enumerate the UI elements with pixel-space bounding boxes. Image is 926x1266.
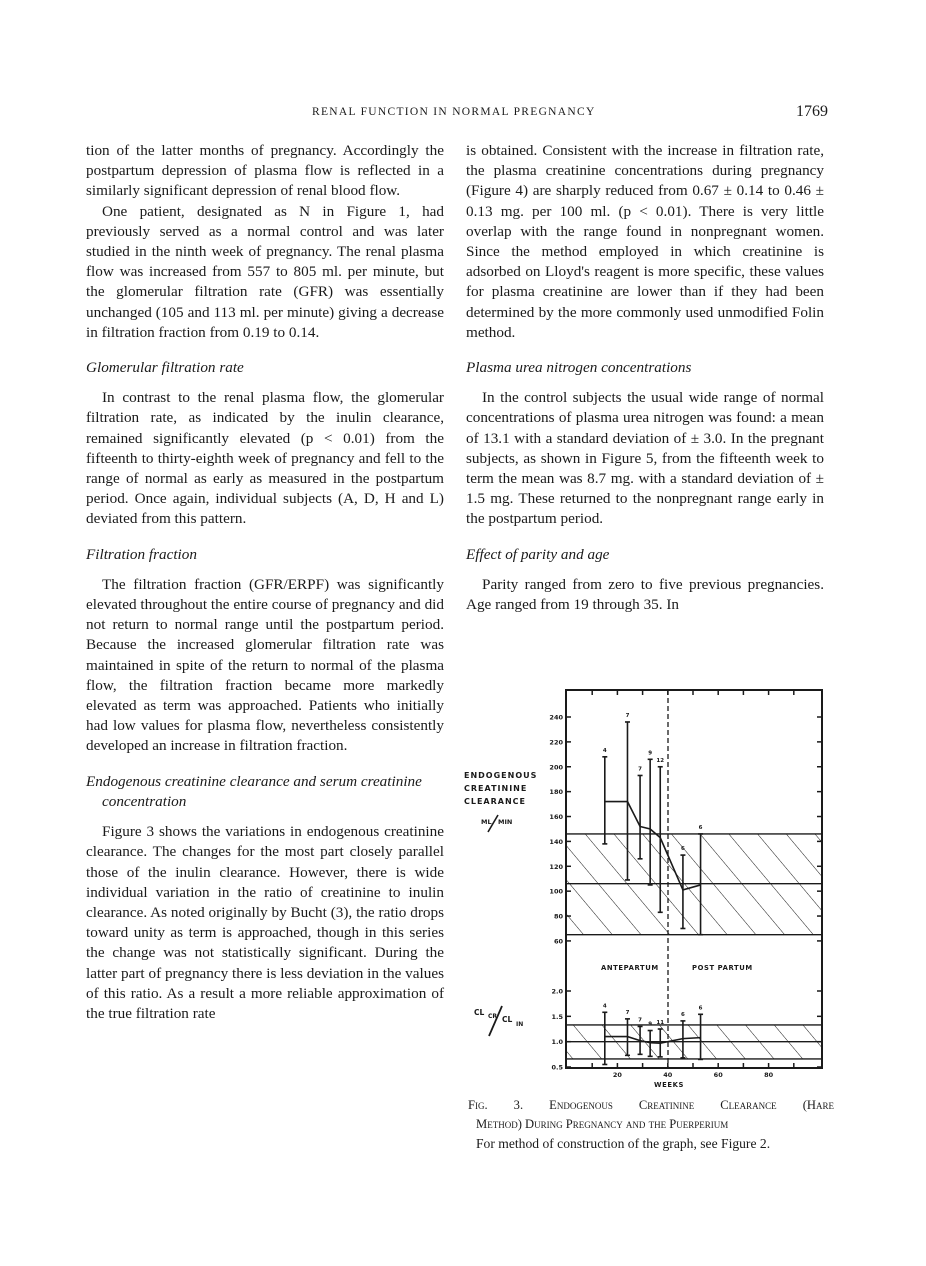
- caption-line2: Method) During Pregnancy and the Puerperium: [476, 1117, 729, 1131]
- svg-text:240: 240: [549, 713, 563, 722]
- lower-ylabel-num: CL: [474, 1008, 485, 1017]
- upper-yunit: ML: [481, 818, 492, 826]
- left-column: [86, 141, 444, 1024]
- svg-text:9: 9: [648, 1021, 653, 1028]
- lower-ylabel-num-sub: CR: [488, 1013, 498, 1020]
- paragraph: tion of the latter months of pregnancy. Accordingly the postpartum depression of plasma flow is reflected in a similarly significant depression of renal blood flow.: [86, 142, 444, 200]
- svg-text:40: 40: [663, 1071, 673, 1079]
- svg-text:200: 200: [549, 763, 563, 772]
- svg-text:100: 100: [549, 887, 563, 896]
- antepartum-label: ANTEPARTUM: [601, 964, 659, 972]
- caption-line1: Fig. 3. Endogenous Creatinine Clearance (Hare: [468, 1098, 834, 1112]
- svg-text:12: 12: [656, 757, 665, 764]
- svg-text:60: 60: [553, 937, 563, 946]
- running-head-title: RENAL FUNCTION IN NORMAL PREGNANCY: [312, 106, 596, 118]
- section-heading-gfr: Glomerular filtration rate: [86, 359, 244, 377]
- svg-text:4: 4: [602, 1003, 607, 1010]
- paragraph: One patient, designated as N in Figure 1, had previously served as a normal control and was later studied in the ninth week of pregnancy. The renal plasma flow was increased from 557 to 805 ml. per minute, but the glomerular filtration rate (GFR) was essentially unchanged (105 and 113 ml. per minute) giving a decrease in filtration fraction from 0.19 to 0.14.: [86, 202, 444, 341]
- svg-text:2.0: 2.0: [551, 987, 563, 996]
- svg-text:7: 7: [638, 1017, 642, 1024]
- postpartum-label: POST PARTUM: [692, 964, 753, 972]
- svg-text:20: 20: [612, 1071, 622, 1079]
- svg-text:4: 4: [602, 747, 607, 754]
- svg-text:6: 6: [698, 1005, 703, 1012]
- svg-text:220: 220: [549, 738, 563, 747]
- svg-text:140: 140: [549, 837, 563, 846]
- paragraph: In the control subjects the usual wide range of normal concentrations of plasma urea nitrogen was found: a mean of 13.1 with a standard deviation of ± 3.0. In the pregnant subjects, as shown in Figure 5, from the fifteenth week to term the mean was 8.7 mg. with a standard deviation of ± 1.5 mg. These returned to the nonpregnant range early in the postpartum period.: [466, 389, 824, 528]
- svg-text:0.5: 0.5: [551, 1063, 563, 1072]
- upper-ylabel-line3: CLEARANCE: [464, 797, 527, 806]
- svg-text:80: 80: [764, 1071, 774, 1079]
- svg-text:60: 60: [713, 1071, 723, 1079]
- svg-text:180: 180: [549, 788, 563, 797]
- svg-text:6: 6: [698, 824, 703, 831]
- paragraph: In contrast to the renal plasma flow, the glomerular filtration rate, as indicated by the inulin clearance, remained significantly elevated (p < 0.01) from the fifteenth to thirty-eighth week of pregnancy and fell to the range of normal as early as measured in the postpartum period. Once again, individual subjects (A, D, H and L) deviated from this pattern.: [86, 389, 444, 528]
- x-axis-label: WEEKS: [654, 1081, 684, 1089]
- svg-text:7: 7: [625, 1009, 630, 1016]
- upper-ylabel-line1: ENDOGENOUS: [464, 771, 538, 780]
- svg-text:120: 120: [549, 862, 563, 871]
- lower-ylabel-den: CL: [502, 1015, 513, 1024]
- section-heading-parity: Effect of parity and age: [466, 545, 610, 563]
- paragraph: The filtration fraction (GFR/ERPF) was significantly elevated throughout the entire course of pregnancy and did not return to normal range until the postpartum period. Because the increased glomerular filtration rate was maintained in spite of the return to normal of the plasma flow, the filtration fraction became more markedly elevated as term was approached. Patients who initially had low values for plasma flow, nevertheless consistently developed an increase in filtration fraction.: [86, 575, 444, 755]
- paragraph: Parity ranged from zero to five previous pregnancies. Age ranged from 19 through 35. In: [466, 575, 824, 614]
- svg-text:11: 11: [656, 1020, 665, 1027]
- right-column: [466, 141, 824, 615]
- svg-text:160: 160: [549, 813, 563, 822]
- section-heading-creatinine: Endogenous creatinine clearance and serum creatinine concentration: [86, 772, 422, 810]
- paragraph: is obtained. Consistent with the increase in filtration rate, the plasma creatinine concentrations during pregnancy (Figure 4) are sharply reduced from 0.67 ± 0.14 to 0.46 ± 0.13 mg. per 100 ml. (p < 0.01). There is very little overlap with the range found in nonpregnant women. Since the method employed in which creatinine is adsorbed on Lloyd's reagent is more specific, these values for plasma creatinine are lower than if they had been determined by the more commonly used unmodified Folin method.: [466, 142, 824, 341]
- svg-text:7: 7: [638, 766, 642, 773]
- svg-text:9: 9: [648, 750, 653, 757]
- svg-text:1.5: 1.5: [551, 1012, 563, 1021]
- page-number: 1769: [796, 103, 828, 120]
- upper-ylabel-line2: CREATININE: [464, 784, 528, 793]
- svg-text:6: 6: [681, 846, 685, 853]
- lower-ylabel-den-sub: IN: [516, 1021, 524, 1028]
- svg-text:80: 80: [553, 912, 563, 921]
- svg-text:MIN: MIN: [498, 818, 513, 826]
- section-heading-filtration-fraction: Filtration fraction: [86, 545, 197, 563]
- paragraph: Figure 3 shows the variations in endogenous creatinine clearance. The changes for the most part closely parallel those of the inulin clearance. However, there is wide individual variation in the ratio of creatinine to inulin clearance. As noted originally by Bucht (3), the ratio drops toward unity as term is approached, though in this series the change was not statistically significant. During the latter part of pregnancy there is less deviation in the values of this ratio. As a result a more reliable approximation of the true filtration rate: [86, 823, 444, 1022]
- svg-text:7: 7: [625, 712, 630, 719]
- figure-3: [460, 684, 840, 1104]
- svg-text:1.0: 1.0: [551, 1038, 563, 1047]
- figure-caption: [468, 1096, 834, 1153]
- running-head: [300, 103, 828, 126]
- svg-text:6: 6: [681, 1011, 685, 1018]
- caption-note: For method of construction of the graph, see Figure 2.: [476, 1136, 771, 1151]
- section-heading-urea: Plasma urea nitrogen concentrations: [466, 359, 692, 377]
- figure-3-chart: [460, 684, 840, 1104]
